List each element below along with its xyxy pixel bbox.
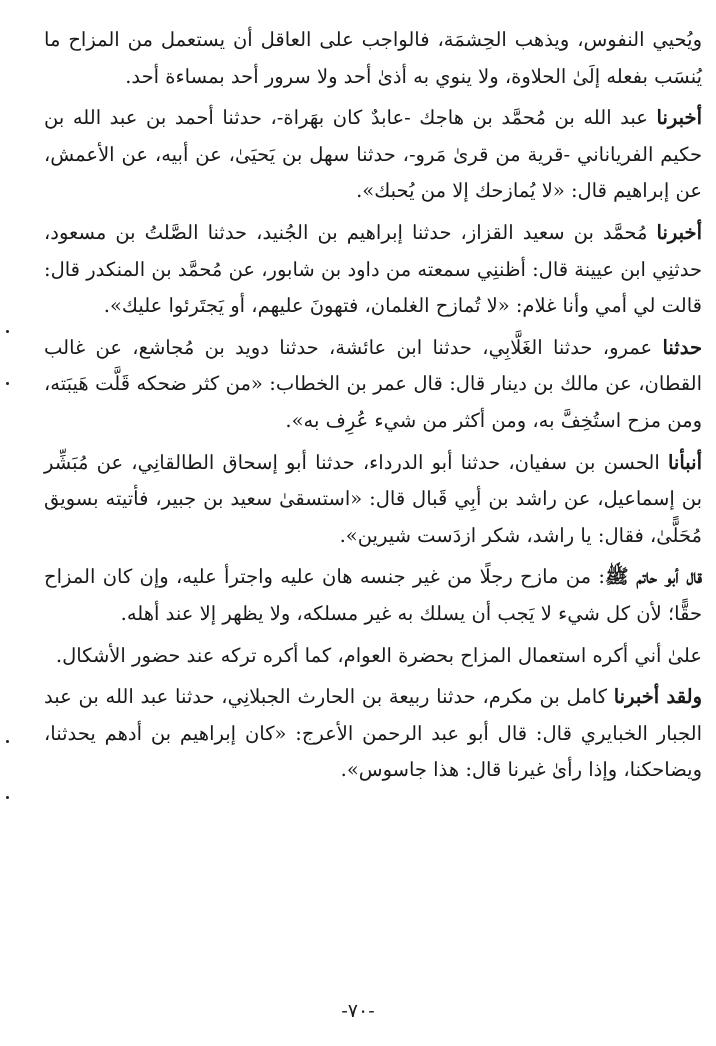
paragraph-5 xyxy=(44,445,702,555)
paragraph-text: كامل بن مكرم، حدثنا ربيعة بن الحارث الجبلانِي، حدثنا عبد الله بن عبد الجبار الخبايري قال: قال أبو عبد الرحمن الأعرج: «كان إبراهيم بن أدهم يحدثنا، ويضاحكنا، وإذا رأىٰ غيرنا قال: هذا جاسوس». xyxy=(44,685,702,782)
page-number: -٧٠- xyxy=(341,1000,375,1022)
paragraph-3 xyxy=(44,215,702,325)
margin-mark xyxy=(6,382,9,385)
margin-mark xyxy=(6,740,9,743)
paragraph-text: : من مازح رجلًا من غير جنسه هان عليه واجترأ عليه، وإن كان المزاح حقًّا؛ لأن كل شيء لا يَجب أن يسلك به غير مسلكه، ولا يظهر إلا عند أهله. xyxy=(44,565,702,625)
paragraph-text: مُحمَّد بن سعيد القزاز، حدثنا إبراهيم بن الجُنيد، حدثنا الصَّلتُ بن مسعود، حدثنِي ابن عيينة قال: أظننِي سمعته من داود بن شابور، عن مُحمَّد بن المنكدر قال: قالت لي أمي وأنا غلام: «لا تُمازح الغلمان، فتهونَ عليهم، أو يَجتَرئوا عليك». xyxy=(44,220,702,318)
paragraph-lead: قال أبو حاتم ﷺ xyxy=(604,565,702,589)
paragraph-lead: أخبرنا xyxy=(656,220,702,244)
paragraph-7 xyxy=(44,638,702,675)
paragraph-lead: أنبأنا xyxy=(667,450,702,474)
paragraph-text: عبد الله بن مُحمَّد بن هاجك -عابدٌ كان بهَراة-، حدثنا أحمد بن عبد الله بن حكيم الفرياناني -قرية من قرىٰ مَرو-، حدثنا سهل بن يَحيَىٰ، عن أبيه، عن الأعمش، عن إبراهيم قال: «لا يُمازحك إلا من يُحبك». xyxy=(44,106,702,203)
margin-mark xyxy=(6,796,9,799)
paragraph-8 xyxy=(44,679,702,789)
paragraph-text: ويُحيي النفوس، ويذهب الحِشمَة، فالواجب على العاقل أن يستعمل من المزاح ما يُنسَب بفعله إلَىٰ الحلاوة، ولا ينوي به أذىٰ أحد ولا سرور أحد بمساءة أحد. xyxy=(44,28,702,88)
paragraph-2 xyxy=(44,100,702,210)
paragraph-text: الحسن بن سفيان، حدثنا أبو الدرداء، حدثنا أبو إسحاق الطالقانِي، عن مُبَشِّر بن إسماعيل، عن راشد بن أبِي قَبال قال: «استسقىٰ سعيد بن جبير، فأتيته بسويق مُحَلًّىٰ، فقال: يا راشد، شكر ازدَست شيرين». xyxy=(44,450,702,547)
margin-mark xyxy=(6,330,9,333)
paragraph-4 xyxy=(44,330,702,440)
paragraph-text: عمرو، حدثنا الغَلَّابِي، حدثنا ابن عائشة، حدثنا دويد بن مُجاشع، عن غالب القطان، عن مالك بن دينار قال: قال عمر بن الخطاب: «من كثر ضحكه قَلَّت هَيبَته، ومن مزح استُخِفَّ به، ومن أكثر من شيء عُرِف به». xyxy=(44,335,702,432)
paragraph-lead: ولقد أخبرنا xyxy=(613,685,703,709)
paragraph-lead: أخبرنا xyxy=(656,106,702,130)
paragraph-text: علىٰ أني أكره استعمال المزاح بحضرة العوام، كما أكره تركه عند حضور الأشكال. xyxy=(55,643,702,667)
paragraph-6 xyxy=(44,559,702,632)
page-body xyxy=(44,22,702,794)
paragraph-1 xyxy=(44,22,702,95)
paragraph-lead: حدثنا xyxy=(662,335,702,359)
